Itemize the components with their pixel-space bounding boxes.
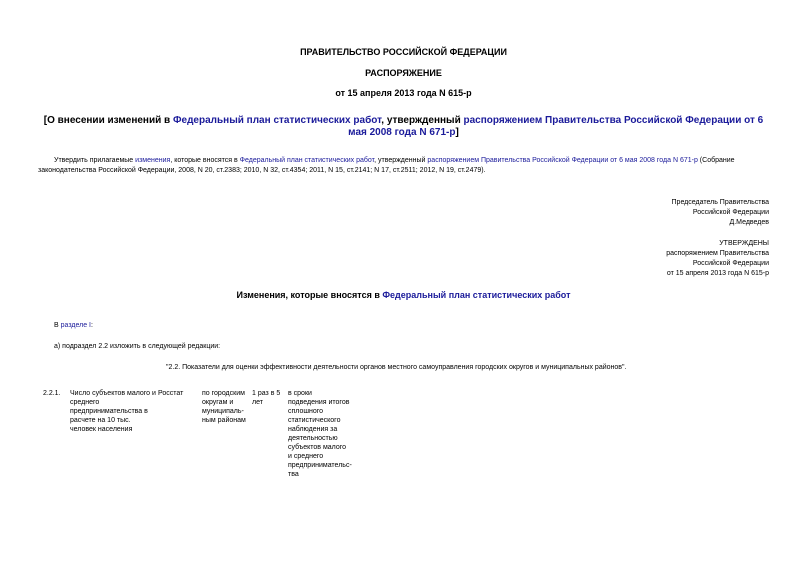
link-order-671[interactable]: распоряжением Правительства Российской Федерации от 6 мая 2008 года N 671-р [348,115,764,138]
link-federal-plan[interactable]: Федеральный план статистических работ [172,115,382,126]
table-cell-scope: по городским округам и муниципаль- ным районам [202,390,246,424]
document-type: РАСПОРЯЖЕНИЕ [365,68,442,78]
government-heading: ПРАВИТЕЛЬСТВО РОССИЙСКОЙ ФЕДЕРАЦИИ [300,47,507,57]
subsection-title: "2.2. Показатели для оценки эффективности деятельности органов местного самоуправления городских округов и муниципальных районов". [166,364,627,371]
link-federal-plan-changes[interactable]: Федеральный план статистических работ [382,290,571,300]
table-cell-deadline: в сроки подведения итогов сплошного статистического наблюдения за деятельностью субъектов малого и среднего предпринимательс- тва [288,390,352,478]
signature-block: Председатель Правительства Российской Федерации Д.Медведев [671,199,769,226]
table-cell-agency: Росстат [158,390,184,397]
section-reference: В разделе I: [54,322,93,329]
item-a: а) подраздел 2.2 изложить в следующей редакции: [54,343,221,350]
changes-heading: Изменения, которые вносятся в Федеральный план статистических работ [236,290,571,300]
table-cell-number: 2.2.1. [43,390,61,397]
link-changes[interactable]: изменения [135,157,171,164]
link-section-1[interactable]: разделе I [60,322,92,329]
link-federal-plan-body[interactable]: Федеральный план статистических работ [239,157,375,164]
document-date-number: от 15 апреля 2013 года N 615-р [335,88,472,98]
table-cell-periodicity: 1 раз в 5 лет [252,390,281,406]
table-cell-indicator: Число субъектов малого и среднего предпринимательства в расчете на 10 тыс. человек населения [70,390,156,433]
main-paragraph: Утвердить прилагаемые изменения, которые вносятся в Федеральный план статистических работ, утвержденный распоряжением Правительства Российской Федерации от 6 мая 2008 года N 671-р (Собрание законодательства Российской Федерации, 2008, N 20, ст.2383; 2010, N 32, ст.4354; 2011, N 15, ст.2141; N 17, ст.2511; 2012, N 19, ст.2479). [38,157,735,174]
link-order-671-body[interactable]: распоряжением Правительства Российской Федерации от 6 мая 2008 года N 671-р [427,157,698,164]
document-title: [О внесении изменений в Федеральный план статистических работ, утвержденный распоряжением Правительства Российской Федерации от 6 мая 2008 года N 671-р] [43,115,764,138]
approval-block: УТВЕРЖДЕНЫ распоряжением Правительства Российской Федерации от 15 апреля 2013 года N 615-р [666,240,769,277]
